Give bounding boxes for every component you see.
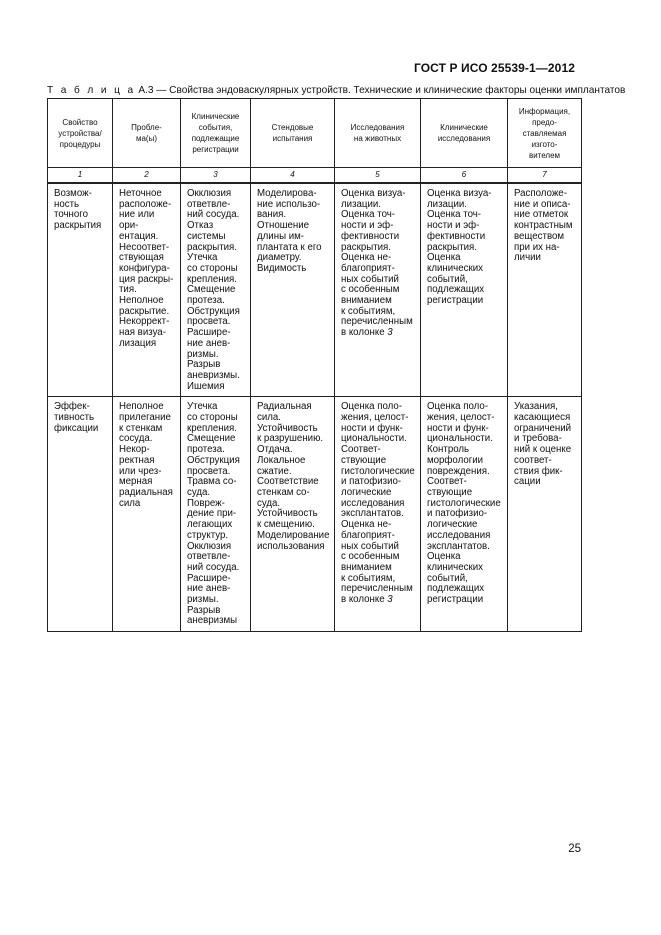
table-caption-text: А.3 — Свойства эндоваскулярных устройств. Технические и клинические факторы оценки имплантатов bbox=[138, 85, 626, 96]
table-cell: Моделирова- ние использо- вания. Отношение длины им- плантата к его диаметру. Видимость bbox=[251, 183, 335, 397]
table-cell: Эффек- тивность фиксации bbox=[48, 397, 113, 632]
column-number: 5 bbox=[335, 168, 421, 184]
table-cell: Радиальная сила. Устойчивость к разрушению. Отдача. Локальное сжатие. Соответствие стенкам со- суда. Устойчивость к смещению. Моделирование использования bbox=[251, 397, 335, 632]
table-caption bbox=[47, 85, 627, 96]
header-text: Информация, предо- ставляемая изгото- вителем bbox=[518, 106, 571, 160]
column-number: 6 bbox=[421, 168, 508, 184]
table-cell: Неполное прилегание к стенкам сосуда. Некор- ректная или чрез- мерная радиальная сила bbox=[113, 397, 181, 632]
table-cell: Возмож- ность точного раскрытия bbox=[48, 183, 113, 397]
header-text: Клинические исследования bbox=[437, 123, 491, 143]
header-text: Стендовые испытания bbox=[271, 123, 314, 143]
header-cell bbox=[48, 99, 113, 168]
column-number: 7 bbox=[508, 168, 582, 184]
table-cell: Оценка поло- жения, целост- ности и функ- циональности. Контроль морфологии повреждения. Соответ- ствующие гистологические и патофизио- логические исследования эксплантатов. Оценка клинических событий, подлежащих регистрации bbox=[421, 397, 508, 632]
column-number: 2 bbox=[113, 168, 181, 184]
header-cell bbox=[251, 99, 335, 168]
standard-designation: ГОСТ Р ИСО 25539-1—2012 bbox=[413, 61, 575, 75]
column-number: 4 bbox=[251, 168, 335, 184]
table-cell: Окклюзия ответвле- ний сосуда. Отказ системы раскрытия. Утечка со стороны крепления. Смещение протеза. Обструкция просвета. Расшире- ние анев- ризмы. Разрыв аневризмы. Ишемия bbox=[181, 183, 251, 397]
header-cell bbox=[181, 99, 251, 168]
table-row bbox=[48, 397, 582, 632]
table-cell: Оценка поло- жения, целост- ности и функ- циональности. Соответ- ствующие гистологические и патофизио- логические исследования эксплантатов. Оценка не- благоприят- ных событий с особенным вниманием к событиям, перечисленным в колонке 3 bbox=[335, 397, 421, 632]
header-cell bbox=[508, 99, 582, 168]
column-number-row bbox=[48, 168, 582, 184]
header-cell bbox=[113, 99, 181, 168]
table-header-row bbox=[48, 99, 582, 168]
table-cell: Оценка визуа- лизации. Оценка точ- ности и эф- фективности раскрытия. Оценка клинических событий, подлежащих регистрации bbox=[421, 183, 508, 397]
column-reference: 3 bbox=[387, 327, 393, 339]
column-number: 3 bbox=[181, 168, 251, 184]
implant-factors-table bbox=[47, 98, 582, 632]
page-number: 25 bbox=[568, 843, 581, 855]
table-cell: Оценка визуа- лизации. Оценка точ- ности и эф- фективности раскрытия. Оценка не- благоприят- ных событий с особенным вниманием к событиям, перечисленным в колонке 3 bbox=[335, 183, 421, 397]
header-text: Пробле- ма(ы) bbox=[131, 123, 162, 143]
header-cell bbox=[421, 99, 508, 168]
table-row bbox=[48, 183, 582, 397]
header-cell bbox=[335, 99, 421, 168]
table-cell: Указания, касающиеся ограничений и требова- ний к оценке соответ- ствия фик- сации bbox=[508, 397, 582, 632]
table-caption-prefix: Т а б л и ц а bbox=[47, 85, 136, 96]
table-cell: Неточное расположе- ние или ори- ентация. Несоответ- ствующая конфигура- ция раскры- тия. Неполное раскрытие. Некоррект- ная визуа- лизация bbox=[113, 183, 181, 397]
column-number: 1 bbox=[48, 168, 113, 184]
table-cell: Утечка со стороны крепления. Смещение протеза. Обструкция просвета. Травма со- суда. Повреж- дение при- легающих структур. Окклюзия ответвле- ний сосуда. Расшире- ние анев- ризмы. Разрыв аневризмы bbox=[181, 397, 251, 632]
header-text: Исследования на животных bbox=[350, 123, 405, 143]
table-cell: Расположе- ние и описа- ние отметок контрастным веществом при их на- личии bbox=[508, 183, 582, 397]
header-text: Свойство устройства/ процедуры bbox=[58, 117, 102, 149]
column-reference: 3 bbox=[387, 594, 393, 606]
header-text: Клинические события, подлежащие регистрации bbox=[191, 112, 240, 154]
